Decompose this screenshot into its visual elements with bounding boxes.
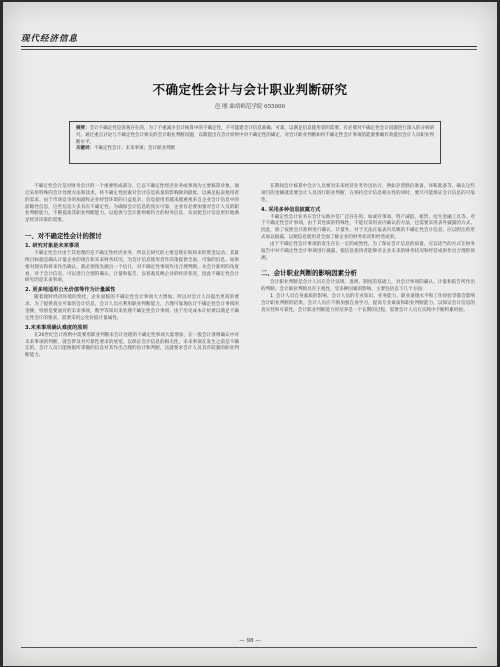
- left-paragraph-3: 随着现时经济环境的变化，企业面临的不确定性会计事项大大增加，所以对会计人员提出更高的要求，为了提供真实可靠的会计信息，会计人员应利用职业判断能力，合理可靠地估计不确定性会计事项的金额，特别是要面对的未来事项，数学等知识来处理不确定性会计事项。由于历史成本计价难以满足不确定性会计的要求，需要采用公允价值计量属性。: [25, 295, 239, 321]
- left-column: [25, 184, 239, 360]
- section-heading-2: 二、会计职业判断的影响因素分析: [261, 269, 357, 278]
- right-paragraph-4: 会计职业判断是会计人员在会计法规、准则、制度的基础上，对会计事项的确认、计量和报告所作出的判断。会计职业判断具有主观性，受多种因素的影响，主要包括以下几个方面：: [261, 280, 475, 293]
- left-paragraph-1: 不确定性会计是对财务会计的一个重要组成部分，它以不确定性经济业务或事项为主要核算对象，通过采用特殊的会计处理方法和技术，将不确定性因素对会计信息质量的影响降到最低，以满足报表使用者的需求。由于市场竞争的加剧和企业经营环境的日益复杂，信息使用者越来越重视来自企业会计信息中的前瞻性信息，这些信息大多具有不确定性。为确保会计信息的真实可靠，企业有必要加强对会计人员的职业判断能力，不断提高其职业判断能力，以提供与会计准则相符合的财务信息，从而使会计信息更好地满足经济决策的需要。: [25, 184, 239, 224]
- left-paragraph-4: 在20世纪会计准则中需要用职业判断来会计处理的不确定性事项大量增加，在一般会计准则确认中对未来事项的判断，就会涉及对可靠性要求的放宽，以保证会计信息的相关性。未来事项在发生之前是不确定的，会计人员只能根据所掌握的信息对其作出合理的估计和判断，这就要求会计人员具有较强的职业判断能力。: [25, 332, 239, 359]
- right-paragraph-2: 不确定性会计业务在会计实践中是广泛存在的，如或有事项、资产减值、租赁、衍生金融工具等。对于不确定性会计事项，由于其性质的特殊性，不能仅采用表内确认的方法，还需要采用表外披露的方式。因此，除了按照会计准则进行确认、计量外，对于无法在报表内反映的不确定性会计信息，应以附注的形式加以披露，以便信息使用者全面了解企业的财务状况和经营成果。: [261, 214, 475, 241]
- journal-name: 现代经济信息: [21, 34, 79, 44]
- abstract-text: [76, 126, 434, 146]
- left-paragraph-2: 不确定性会计由于其处理的是不确定性经济业务，所以它研究的主要是现在和将来的资金运动。其最终目标就是确认计量企业的现在和未来财务状况，为会计信息使用者作决策提供全面、可靠的信息。如果要对现实和将来作出确认，就必须预先做出一个估计，对不确定性事项作出合理判断。从会计准则的角度看，对于会计信息，可以进行合理的确认、计量和报告，以客观反映企业的经济状况，因此不确定性会计研究的是未来事项。: [25, 251, 239, 284]
- keywords-line: [76, 146, 434, 153]
- abstract-label: 摘要：: [76, 126, 90, 131]
- header-rule-thin: [21, 49, 477, 50]
- section-heading-1: 一、对不确定性会计的探讨: [25, 232, 102, 241]
- footer-rule: [21, 647, 477, 648]
- subsection-heading-1-1: 1. 研究对象是未来事项: [25, 243, 80, 250]
- header-rule: [21, 46, 477, 47]
- subsection-heading-1-2: 2. 更多地适用公允价值等作为计量属性: [25, 287, 116, 294]
- keywords-label: 关键词：: [76, 146, 94, 152]
- journal-page: [3, 2, 497, 666]
- right-paragraph-3: 由于不确定性会计事项的发生存在一定的或然性，为了保证会计信息的质量，应以适当的方式在财务报告中对不确定性会计事项进行披露，使信息使用者能够对企业未来的财务状况和经营成果作出合理的预测。: [261, 241, 475, 261]
- article-author: 邑 刚 曲靖师范学院 655000: [214, 104, 286, 110]
- abstract-box: [69, 121, 441, 164]
- article-title: 不确定性会计与会计职业判断研究: [152, 82, 348, 97]
- subsection-heading-1-3: 3.未来事项确认难度的原则: [25, 324, 88, 331]
- right-paragraph-5: 1. 会计人员自身素质的影响。会计人员的专业知识、业务能力、职业道德水平和工作经验等都会影响会计职业判断的结果。会计人员应不断加强自身学习，提高专业素质和职业判断能力，以保证会计信息的真实性和可靠性。会计职业判断能力的培养是一个长期的过程，需要会计人员在实践中不断积累经验。: [261, 294, 475, 313]
- page-number: — 98 —: [239, 638, 261, 644]
- right-paragraph-1: 在期间会计核算中会计人员要对未来经济业务作出估计，例如存货跌价准备、坏账准备等，确认这些项目的金额就需要会计人员进行职业判断，在保持会计信息相关性的同时，要尽可能保证会计信息的可靠性。: [261, 184, 475, 203]
- subsection-heading-1-4: 4. 采用多种信息披露方式: [261, 206, 321, 213]
- keywords-body: 不确定性会计；未来事项；会计职业判断: [94, 146, 175, 152]
- right-column: [261, 184, 475, 315]
- abstract-body: 会计不确定性是客观存在的，为了不重减少会计核算中的不确定性，不可能建会计信息准确、可靠，以满足信息使用者的需要。有必要对不确定性会计问题进行深入的分析研究，通过重点讨论与不确定性会计相关的会计职业判断问题，以期提出在会计原则中对不确定性的确定，对会计职业判断如何不确定性会计事项的能量要确有效提出会计人员职业判断水平。: [76, 126, 435, 145]
